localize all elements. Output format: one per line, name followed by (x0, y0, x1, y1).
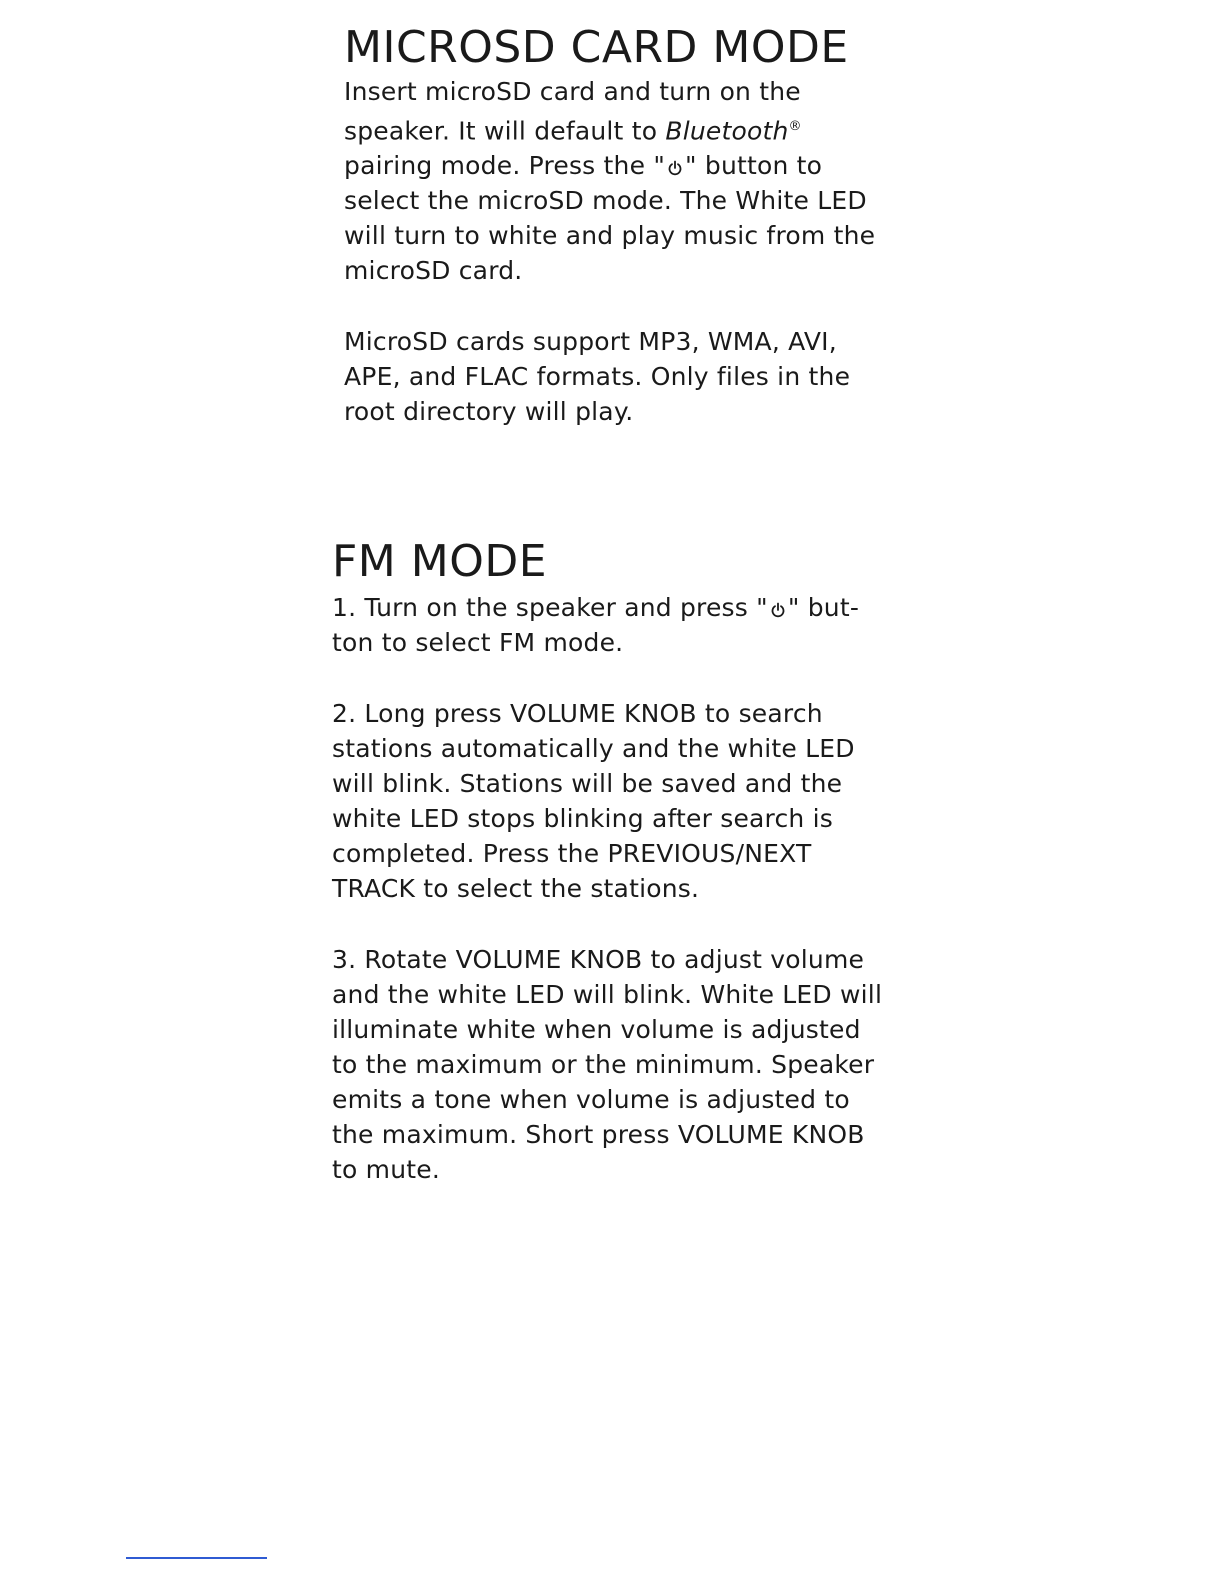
microsd-heading: MICROSD CARD MODE (344, 22, 849, 73)
microsd-intro-line-5: will turn to white and play music from the (344, 221, 876, 251)
microsd-intro-paragraph (344, 74, 904, 288)
fm-step-2-line-3: will blink. Stations will be saved and the (332, 769, 843, 798)
fm-step-3 (332, 942, 912, 1187)
fm-step-2-line-2: stations automatically and the white LED (332, 734, 855, 763)
fm-step-3-line-2: and the white LED will blink. White LED will (332, 980, 883, 1009)
fm-step-1-line-1-start: 1. Turn on the speaker and press " (332, 593, 768, 622)
fm-step-3-line-4: to the maximum or the minimum. Speaker (332, 1050, 875, 1079)
power-icon (667, 160, 683, 176)
microsd-intro-line-2 (344, 109, 904, 148)
fm-step-2-line-5: completed. Press the PREVIOUS/NEXT (332, 839, 812, 868)
microsd-intro-line-3-end: " button to (685, 151, 823, 181)
microsd-formats-paragraph (344, 324, 904, 429)
fm-step-1 (332, 590, 912, 660)
fm-step-2 (332, 696, 912, 906)
microsd-intro-line-6: microSD card. (344, 256, 523, 286)
power-icon (770, 602, 786, 618)
fm-step-2-line-6: TRACK to select the stations. (332, 874, 700, 903)
bluetooth-word: Bluetooth (665, 116, 789, 146)
fm-step-1-line-1 (332, 590, 912, 625)
fm-step-3-line-5: emits a tone when volume is adjusted to (332, 1085, 850, 1114)
fm-step-3-line-6: the maximum. Short press VOLUME KNOB (332, 1120, 865, 1149)
microsd-intro-line-3-start: pairing mode. Press the " (344, 151, 666, 181)
footer-divider (126, 1557, 267, 1559)
microsd-section (344, 22, 904, 429)
microsd-intro-line-3 (344, 148, 904, 183)
fm-step-3-line-3: illuminate white when volume is adjusted (332, 1015, 861, 1044)
fm-step-2-line-1: 2. Long press VOLUME KNOB to search (332, 699, 823, 728)
fm-step-1-line-2: ton to select FM mode. (332, 628, 624, 657)
microsd-formats-line-3: root directory will play. (344, 397, 634, 427)
microsd-intro-line-2-text: speaker. It will default to (344, 116, 666, 146)
microsd-intro-line-4: select the microSD mode. The White LED (344, 186, 867, 216)
microsd-formats-line-2: APE, and FLAC formats. Only files in the (344, 362, 851, 392)
microsd-intro-line-1: Insert microSD card and turn on the (344, 77, 801, 106)
fm-step-3-line-7: to mute. (332, 1155, 440, 1184)
fm-step-2-line-4: white LED stops blinking after search is (332, 804, 833, 833)
registered-mark: ® (788, 119, 802, 134)
fm-section (332, 536, 912, 1187)
microsd-formats-line-1: MicroSD cards support MP3, WMA, AVI, (344, 327, 837, 357)
fm-step-3-line-1: 3. Rotate VOLUME KNOB to adjust volume (332, 945, 865, 974)
fm-heading: FM MODE (332, 536, 548, 587)
fm-step-1-line-1-end: " but- (787, 593, 860, 622)
